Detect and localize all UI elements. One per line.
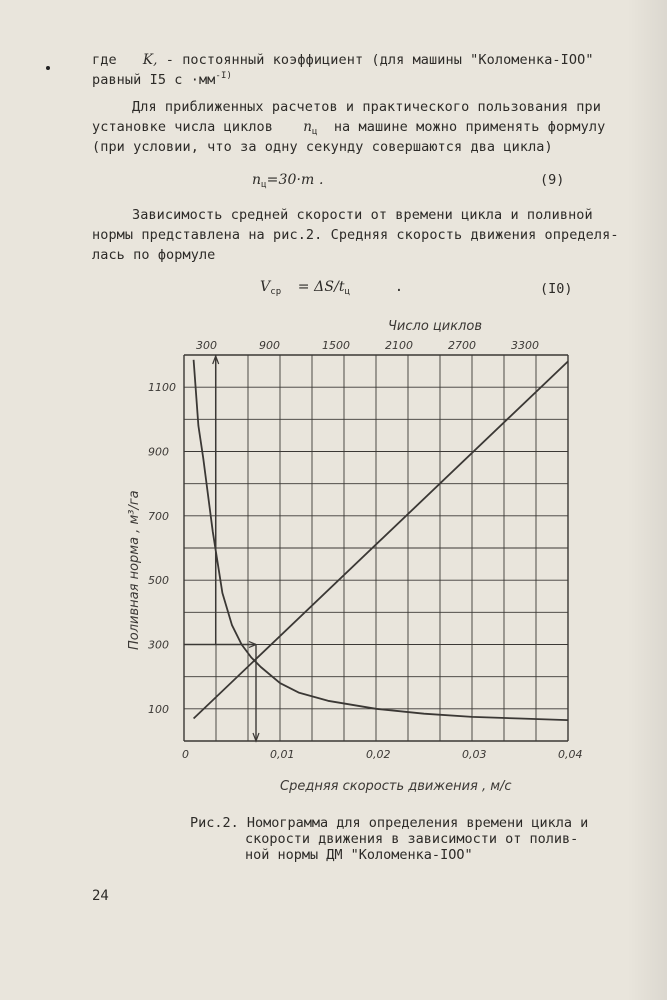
x-tick-label: 0,01 bbox=[270, 748, 295, 761]
series-straight-line bbox=[194, 361, 568, 718]
equation-number-9: (9) bbox=[540, 172, 565, 188]
text-fragment: - постоянный коэффициент (для машины "Коломенка-IOO" bbox=[165, 52, 594, 68]
text-line-7: нормы представлена на рис.2. Средняя скорость движения определя- bbox=[92, 227, 619, 243]
y-tick-label: 900 bbox=[148, 445, 169, 459]
page-number: 24 bbox=[92, 888, 109, 904]
symbol-n: n bbox=[252, 172, 262, 188]
top-tick-label: 2700 bbox=[448, 339, 476, 352]
top-tick-label: 900 bbox=[259, 339, 280, 352]
figure-caption-line-1: Рис.2. Номограмма для определения времени цикла и bbox=[190, 815, 589, 831]
text-line-3: Для приближенных расчетов и практического пользования при bbox=[132, 99, 601, 115]
text-line-5: (при условии, что за одну секунду совершаются два цикла) bbox=[92, 139, 553, 155]
symbol-v: V bbox=[260, 279, 271, 295]
grid bbox=[184, 355, 568, 741]
y-tick-label: 500 bbox=[148, 574, 169, 588]
x-tick-label: 0,04 bbox=[558, 748, 583, 761]
top-tick-label: 2100 bbox=[385, 339, 413, 352]
text-line-8: лась по формуле bbox=[92, 247, 216, 263]
y-tick-label: 1100 bbox=[148, 381, 176, 395]
y-tick-label: 100 bbox=[148, 702, 169, 716]
text-fragment: установке числа циклов bbox=[92, 119, 274, 135]
y-tick-label: 300 bbox=[148, 638, 169, 652]
symbol-n: n bbox=[303, 119, 313, 135]
text-fragment: равный I5 с ·мм bbox=[92, 72, 216, 88]
y-tick-label: 700 bbox=[148, 509, 169, 523]
x-tick-label: 0,02 bbox=[366, 748, 391, 761]
formula-body: = ΔS/t bbox=[297, 279, 345, 295]
top-tick-label: 1500 bbox=[322, 339, 350, 352]
text-fragment: на машине можно применять формулу bbox=[333, 119, 606, 135]
x-tick-label: 0 bbox=[182, 748, 189, 761]
text-fragment: где bbox=[92, 52, 117, 68]
top-tick-label: 300 bbox=[196, 339, 217, 352]
y-axis-label: Поливная норма , м³/га bbox=[127, 490, 142, 650]
formula-body: =30·m . bbox=[266, 172, 324, 188]
equation-number-10: (I0) bbox=[540, 281, 573, 297]
figure-caption-line-2: скорости движения в зависимости от полив- bbox=[245, 831, 579, 847]
x-axis-label: Средняя скорость движения , м/с bbox=[280, 779, 512, 794]
text-line-6: Зависимость средней скорости от времени цикла и поливной bbox=[132, 207, 593, 223]
top-axis-label: Число циклов bbox=[388, 319, 482, 334]
subscript: ц bbox=[344, 287, 351, 297]
figure-caption-line-3: ной нормы ДМ "Коломенка-IOO" bbox=[245, 847, 473, 863]
subscript: ц bbox=[312, 127, 318, 137]
subscript: ср bbox=[270, 287, 282, 297]
superscript: -I) bbox=[215, 71, 232, 81]
coef-symbol: K, bbox=[142, 52, 158, 68]
top-tick-label: 3300 bbox=[511, 339, 539, 352]
formula-period: . bbox=[394, 279, 404, 295]
x-tick-label: 0,03 bbox=[462, 748, 487, 761]
subscript: ц bbox=[261, 180, 267, 190]
